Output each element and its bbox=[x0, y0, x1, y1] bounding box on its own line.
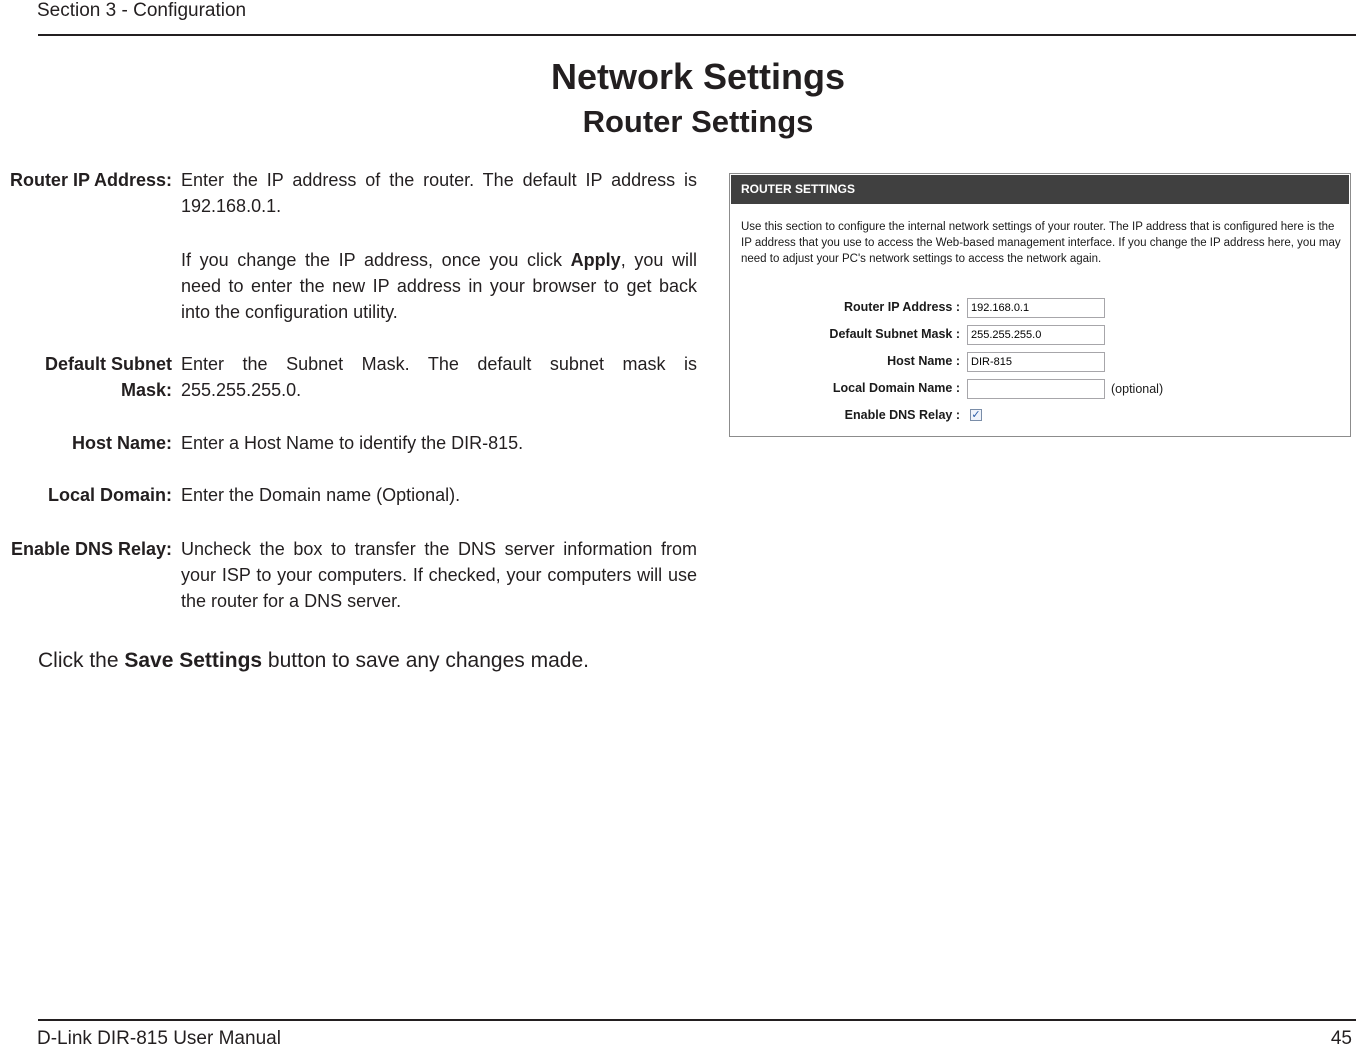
router-ip-label: Router IP Address : bbox=[844, 300, 960, 314]
save-settings-keyword: Save Settings bbox=[124, 649, 263, 672]
panel-heading: ROUTER SETTINGS bbox=[731, 175, 1349, 204]
host-name-label: Host Name : bbox=[887, 354, 960, 368]
subnet-mask-input[interactable]: 255.255.255.0 bbox=[967, 325, 1105, 345]
subnet-mask-row bbox=[730, 325, 1350, 349]
header-rule bbox=[38, 34, 1356, 36]
desc-dns-relay: Uncheck the box to transfer the DNS server information from your ISP to your computers. If checked, your computers will use the router for a DNS server. bbox=[181, 539, 697, 611]
host-name-input[interactable]: DIR-815 bbox=[967, 352, 1105, 372]
section-header: Section 3 - Configuration bbox=[37, 0, 247, 21]
closing-instruction: Click the Save Settings button to save any changes made. bbox=[38, 649, 589, 672]
term-dns-relay: Enable DNS Relay: bbox=[10, 539, 172, 559]
page-title: Network Settings bbox=[550, 56, 846, 97]
local-domain-label: Local Domain Name : bbox=[832, 381, 960, 395]
router-ip-input[interactable]: 192.168.0.1 bbox=[967, 298, 1105, 318]
host-name-row bbox=[730, 352, 1350, 376]
dns-relay-label: Enable DNS Relay : bbox=[844, 408, 960, 422]
apply-keyword: Apply bbox=[570, 250, 621, 270]
page-number: 45 bbox=[1330, 1028, 1352, 1049]
desc-router-ip: Enter the IP address of the router. The default IP address is 192.168.0.1. bbox=[181, 170, 697, 216]
footer-rule bbox=[38, 1019, 1356, 1021]
local-domain-row bbox=[730, 379, 1350, 403]
router-settings-panel bbox=[729, 173, 1351, 437]
desc-host-name: Enter a Host Name to identify the DIR-815. bbox=[181, 433, 524, 453]
footer-manual-title: D-Link DIR-815 User Manual bbox=[37, 1028, 281, 1049]
term-subnet-mask: Default Subnet Mask: bbox=[44, 354, 172, 400]
optional-hint: (optional) bbox=[1111, 382, 1164, 396]
page-subtitle: Router Settings bbox=[582, 104, 814, 139]
desc-local-domain: Enter the Domain name (Optional). bbox=[181, 485, 461, 505]
subnet-mask-label: Default Subnet Mask : bbox=[829, 327, 960, 341]
term-host-name: Host Name: bbox=[71, 433, 172, 453]
term-router-ip: Router IP Address: bbox=[9, 170, 172, 190]
term-local-domain: Local Domain: bbox=[47, 485, 172, 505]
desc-router-ip-change: If you change the IP address, once you click Apply, you will need to enter the new IP address in your browser to get back into the configuration utility. bbox=[181, 250, 697, 322]
desc-subnet-mask: Enter the Subnet Mask. The default subnet mask is 255.255.255.0. bbox=[181, 354, 697, 400]
panel-intro: Use this section to configure the internal network settings of your router. The IP address that is configured here is the IP address that you use to access the Web-based management interface. If you change the IP address here, you may need to adjust your PC's network settings to access the network again. bbox=[741, 221, 1341, 265]
local-domain-input[interactable] bbox=[967, 379, 1105, 399]
dns-relay-checkbox[interactable]: ✓ bbox=[971, 409, 981, 421]
router-ip-row bbox=[730, 298, 1350, 322]
dns-relay-row bbox=[730, 406, 1350, 430]
